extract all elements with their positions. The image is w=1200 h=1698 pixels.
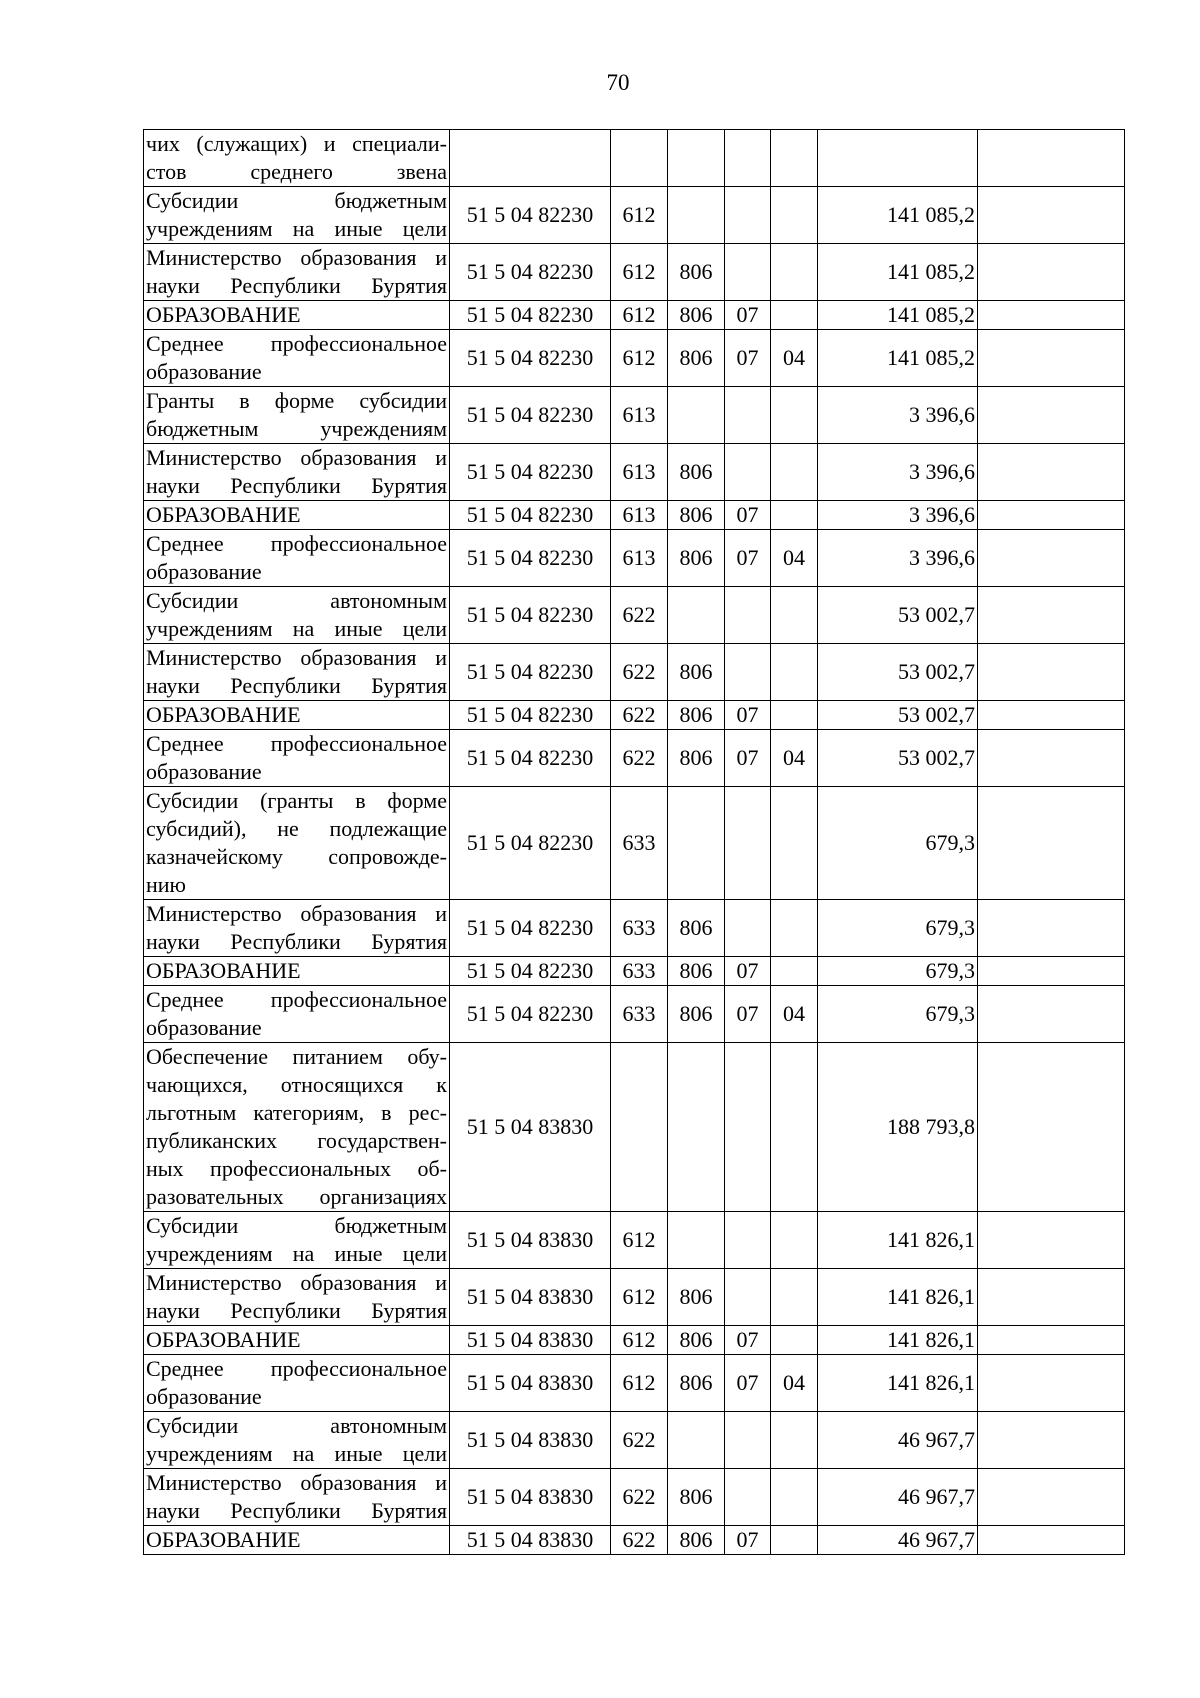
row-expense-type: 612 xyxy=(611,244,668,301)
row-name: Субсидии бюджетным учреждениям на иные цели xyxy=(144,187,450,244)
row-expense-type: 622 xyxy=(611,1469,668,1526)
page-number: 70 xyxy=(606,70,630,95)
row-amount: 53 002,7 xyxy=(818,587,978,644)
row-section: 07 xyxy=(725,986,771,1043)
table-row xyxy=(144,301,1125,330)
row-ministry-code: 806 xyxy=(668,444,725,501)
row-ministry-code: 806 xyxy=(668,1526,725,1555)
table-row xyxy=(144,1526,1125,1555)
row-amount: 46 967,7 xyxy=(818,1469,978,1526)
row-section xyxy=(725,787,771,900)
row-section: 07 xyxy=(725,301,771,330)
row-section: 07 xyxy=(725,530,771,587)
row-name: ОБРАЗОВАНИЕ xyxy=(144,501,450,530)
row-target-code: 51 5 04 82230 xyxy=(450,587,611,644)
row-extra xyxy=(978,730,1125,787)
row-expense-type: 622 xyxy=(611,587,668,644)
budget-table xyxy=(143,129,1125,1555)
row-expense-type: 612 xyxy=(611,1269,668,1326)
row-target-code: 51 5 04 82230 xyxy=(450,644,611,701)
row-subsection: 04 xyxy=(771,986,818,1043)
row-section xyxy=(725,900,771,957)
row-target-code: 51 5 04 82230 xyxy=(450,387,611,444)
row-section: 07 xyxy=(725,330,771,387)
row-section xyxy=(725,1412,771,1469)
table-row xyxy=(144,1043,1125,1212)
row-amount: 141 085,2 xyxy=(818,187,978,244)
table-row xyxy=(144,1326,1125,1355)
row-extra xyxy=(978,1355,1125,1412)
table-row xyxy=(144,330,1125,387)
table-row xyxy=(144,730,1125,787)
row-amount xyxy=(818,130,978,187)
row-extra xyxy=(978,957,1125,986)
row-amount: 141 826,1 xyxy=(818,1269,978,1326)
row-subsection xyxy=(771,130,818,187)
row-subsection xyxy=(771,187,818,244)
row-subsection xyxy=(771,444,818,501)
row-ministry-code: 806 xyxy=(668,701,725,730)
row-subsection: 04 xyxy=(771,530,818,587)
row-expense-type: 612 xyxy=(611,1355,668,1412)
row-extra xyxy=(978,387,1125,444)
row-extra xyxy=(978,1212,1125,1269)
row-target-code: 51 5 04 83830 xyxy=(450,1326,611,1355)
row-expense-type: 612 xyxy=(611,1212,668,1269)
table-row xyxy=(144,900,1125,957)
row-name: Среднее профессиональное образование xyxy=(144,986,450,1043)
row-name: ОБРАЗОВАНИЕ xyxy=(144,957,450,986)
row-subsection xyxy=(771,1526,818,1555)
row-target-code: 51 5 04 82230 xyxy=(450,444,611,501)
row-subsection xyxy=(771,1269,818,1326)
row-amount: 141 085,2 xyxy=(818,244,978,301)
row-name: Среднее профессиональное образование xyxy=(144,530,450,587)
row-ministry-code: 806 xyxy=(668,330,725,387)
row-target-code: 51 5 04 83830 xyxy=(450,1355,611,1412)
row-subsection xyxy=(771,644,818,701)
row-name: Среднее профессиональное образование xyxy=(144,330,450,387)
row-target-code: 51 5 04 82230 xyxy=(450,301,611,330)
row-amount: 46 967,7 xyxy=(818,1412,978,1469)
row-target-code: 51 5 04 83830 xyxy=(450,1043,611,1212)
row-amount: 679,3 xyxy=(818,900,978,957)
row-amount: 3 396,6 xyxy=(818,530,978,587)
row-section xyxy=(725,1212,771,1269)
table-row xyxy=(144,701,1125,730)
row-ministry-code: 806 xyxy=(668,900,725,957)
row-amount: 3 396,6 xyxy=(818,387,978,444)
row-expense-type xyxy=(611,130,668,187)
row-name: Министерство образования и науки Республики Бурятия xyxy=(144,444,450,501)
row-subsection xyxy=(771,957,818,986)
row-name: Обеспечение питанием обу-чающихся, относящихся к льготным категориям, в рес-публиканских государствен-ных профессиональных об-разовательных организациях xyxy=(144,1043,450,1212)
row-ministry-code: 806 xyxy=(668,501,725,530)
row-ministry-code: 806 xyxy=(668,1355,725,1412)
row-extra xyxy=(978,1043,1125,1212)
row-expense-type xyxy=(611,1043,668,1212)
row-amount: 3 396,6 xyxy=(818,444,978,501)
row-section: 07 xyxy=(725,957,771,986)
row-amount: 53 002,7 xyxy=(818,730,978,787)
row-target-code: 51 5 04 82230 xyxy=(450,244,611,301)
row-amount: 3 396,6 xyxy=(818,501,978,530)
table-row xyxy=(144,587,1125,644)
table-row xyxy=(144,444,1125,501)
row-name: Среднее профессиональное образование xyxy=(144,730,450,787)
row-target-code: 51 5 04 82230 xyxy=(450,530,611,587)
row-section: 07 xyxy=(725,1526,771,1555)
row-subsection: 04 xyxy=(771,330,818,387)
row-expense-type: 612 xyxy=(611,301,668,330)
row-extra xyxy=(978,1326,1125,1355)
row-name: ОБРАЗОВАНИЕ xyxy=(144,1326,450,1355)
row-target-code: 51 5 04 82230 xyxy=(450,187,611,244)
row-extra xyxy=(978,530,1125,587)
row-name: Министерство образования и науки Республики Бурятия xyxy=(144,644,450,701)
row-expense-type: 622 xyxy=(611,644,668,701)
row-subsection: 04 xyxy=(771,1355,818,1412)
row-name: Субсидии бюджетным учреждениям на иные цели xyxy=(144,1212,450,1269)
row-ministry-code: 806 xyxy=(668,530,725,587)
row-subsection xyxy=(771,301,818,330)
row-subsection xyxy=(771,387,818,444)
row-extra xyxy=(978,787,1125,900)
row-extra xyxy=(978,244,1125,301)
row-section xyxy=(725,1043,771,1212)
row-section: 07 xyxy=(725,701,771,730)
row-extra xyxy=(978,301,1125,330)
table-row xyxy=(144,1269,1125,1326)
row-ministry-code: 806 xyxy=(668,957,725,986)
row-name: Министерство образования и науки Республики Бурятия xyxy=(144,900,450,957)
row-section xyxy=(725,1469,771,1526)
row-ministry-code: 806 xyxy=(668,730,725,787)
row-extra xyxy=(978,501,1125,530)
row-expense-type: 613 xyxy=(611,387,668,444)
table-row xyxy=(144,1412,1125,1469)
row-target-code: 51 5 04 83830 xyxy=(450,1469,611,1526)
row-ministry-code xyxy=(668,1412,725,1469)
row-extra xyxy=(978,187,1125,244)
row-ministry-code: 806 xyxy=(668,244,725,301)
row-extra xyxy=(978,130,1125,187)
row-amount: 141 085,2 xyxy=(818,301,978,330)
table-row xyxy=(144,1469,1125,1526)
row-section xyxy=(725,187,771,244)
row-subsection xyxy=(771,244,818,301)
row-section xyxy=(725,587,771,644)
row-extra xyxy=(978,986,1125,1043)
row-name: чих (служащих) и специали-стов среднего звена xyxy=(144,130,450,187)
row-target-code: 51 5 04 83830 xyxy=(450,1212,611,1269)
row-subsection xyxy=(771,787,818,900)
row-ministry-code: 806 xyxy=(668,644,725,701)
row-target-code: 51 5 04 82230 xyxy=(450,957,611,986)
row-target-code: 51 5 04 82230 xyxy=(450,501,611,530)
row-amount: 141 826,1 xyxy=(818,1326,978,1355)
row-section xyxy=(725,387,771,444)
row-name: Гранты в форме субсидии бюджетным учреждениям xyxy=(144,387,450,444)
row-expense-type: 612 xyxy=(611,330,668,387)
row-expense-type: 612 xyxy=(611,1326,668,1355)
row-subsection xyxy=(771,900,818,957)
row-section: 07 xyxy=(725,730,771,787)
row-target-code: 51 5 04 82230 xyxy=(450,730,611,787)
row-section: 07 xyxy=(725,1326,771,1355)
row-extra xyxy=(978,900,1125,957)
row-amount: 679,3 xyxy=(818,957,978,986)
row-section xyxy=(725,644,771,701)
row-ministry-code xyxy=(668,130,725,187)
row-expense-type: 622 xyxy=(611,1412,668,1469)
row-ministry-code xyxy=(668,1212,725,1269)
row-amount: 53 002,7 xyxy=(818,701,978,730)
row-amount: 679,3 xyxy=(818,986,978,1043)
row-section xyxy=(725,244,771,301)
table-row xyxy=(144,130,1125,187)
table-row xyxy=(144,1355,1125,1412)
row-target-code: 51 5 04 82230 xyxy=(450,330,611,387)
row-target-code: 51 5 04 82230 xyxy=(450,986,611,1043)
row-expense-type: 633 xyxy=(611,957,668,986)
table-row xyxy=(144,244,1125,301)
row-expense-type: 612 xyxy=(611,187,668,244)
row-subsection xyxy=(771,1326,818,1355)
row-section xyxy=(725,130,771,187)
row-ministry-code: 806 xyxy=(668,1469,725,1526)
row-target-code: 51 5 04 83830 xyxy=(450,1269,611,1326)
row-amount: 141 085,2 xyxy=(818,330,978,387)
row-name: Субсидии автономным учреждениям на иные цели xyxy=(144,1412,450,1469)
row-section: 07 xyxy=(725,501,771,530)
row-name: Среднее профессиональное образование xyxy=(144,1355,450,1412)
row-name: ОБРАЗОВАНИЕ xyxy=(144,1526,450,1555)
row-subsection xyxy=(771,587,818,644)
row-amount: 46 967,7 xyxy=(818,1526,978,1555)
row-name: Министерство образования и науки Республики Бурятия xyxy=(144,1469,450,1526)
row-ministry-code: 806 xyxy=(668,301,725,330)
row-name: Субсидии автономным учреждениям на иные цели xyxy=(144,587,450,644)
row-ministry-code xyxy=(668,787,725,900)
row-amount: 188 793,8 xyxy=(818,1043,978,1212)
table-row xyxy=(144,986,1125,1043)
table-row xyxy=(144,530,1125,587)
row-section xyxy=(725,444,771,501)
row-name: ОБРАЗОВАНИЕ xyxy=(144,701,450,730)
row-subsection xyxy=(771,501,818,530)
row-ministry-code xyxy=(668,1043,725,1212)
row-extra xyxy=(978,1526,1125,1555)
row-extra xyxy=(978,1412,1125,1469)
row-section xyxy=(725,1269,771,1326)
table-body xyxy=(144,130,1125,1555)
row-extra xyxy=(978,444,1125,501)
row-extra xyxy=(978,330,1125,387)
row-extra xyxy=(978,587,1125,644)
row-name: Субсидии (гранты в форме субсидий), не подлежащие казначейскому сопровожде-нию xyxy=(144,787,450,900)
row-subsection xyxy=(771,1412,818,1469)
row-ministry-code xyxy=(668,387,725,444)
row-target-code: 51 5 04 83830 xyxy=(450,1412,611,1469)
row-expense-type: 622 xyxy=(611,1526,668,1555)
row-name: Министерство образования и науки Республики Бурятия xyxy=(144,1269,450,1326)
row-extra xyxy=(978,644,1125,701)
row-expense-type: 633 xyxy=(611,900,668,957)
table-row xyxy=(144,644,1125,701)
row-subsection xyxy=(771,701,818,730)
row-expense-type: 613 xyxy=(611,444,668,501)
row-amount: 141 826,1 xyxy=(818,1212,978,1269)
row-subsection xyxy=(771,1043,818,1212)
table-row xyxy=(144,787,1125,900)
row-target-code: 51 5 04 82230 xyxy=(450,701,611,730)
row-target-code: 51 5 04 82230 xyxy=(450,900,611,957)
table-row xyxy=(144,187,1125,244)
row-ministry-code: 806 xyxy=(668,1269,725,1326)
row-ministry-code: 806 xyxy=(668,1326,725,1355)
row-expense-type: 622 xyxy=(611,701,668,730)
row-amount: 53 002,7 xyxy=(818,644,978,701)
row-expense-type: 613 xyxy=(611,530,668,587)
row-target-code xyxy=(450,130,611,187)
row-expense-type: 633 xyxy=(611,787,668,900)
row-extra xyxy=(978,701,1125,730)
row-expense-type: 633 xyxy=(611,986,668,1043)
row-expense-type: 622 xyxy=(611,730,668,787)
row-subsection xyxy=(771,1212,818,1269)
row-extra xyxy=(978,1469,1125,1526)
row-section: 07 xyxy=(725,1355,771,1412)
table-row xyxy=(144,1212,1125,1269)
row-amount: 141 826,1 xyxy=(818,1355,978,1412)
row-ministry-code: 806 xyxy=(668,986,725,1043)
row-amount: 679,3 xyxy=(818,787,978,900)
row-name: ОБРАЗОВАНИЕ xyxy=(144,301,450,330)
row-ministry-code xyxy=(668,187,725,244)
row-subsection: 04 xyxy=(771,730,818,787)
row-ministry-code xyxy=(668,587,725,644)
table-row xyxy=(144,501,1125,530)
row-extra xyxy=(978,1269,1125,1326)
row-subsection xyxy=(771,1469,818,1526)
row-target-code: 51 5 04 83830 xyxy=(450,1526,611,1555)
row-expense-type: 613 xyxy=(611,501,668,530)
row-name: Министерство образования и науки Республики Бурятия xyxy=(144,244,450,301)
row-target-code: 51 5 04 82230 xyxy=(450,787,611,900)
table-row xyxy=(144,387,1125,444)
table-row xyxy=(144,957,1125,986)
